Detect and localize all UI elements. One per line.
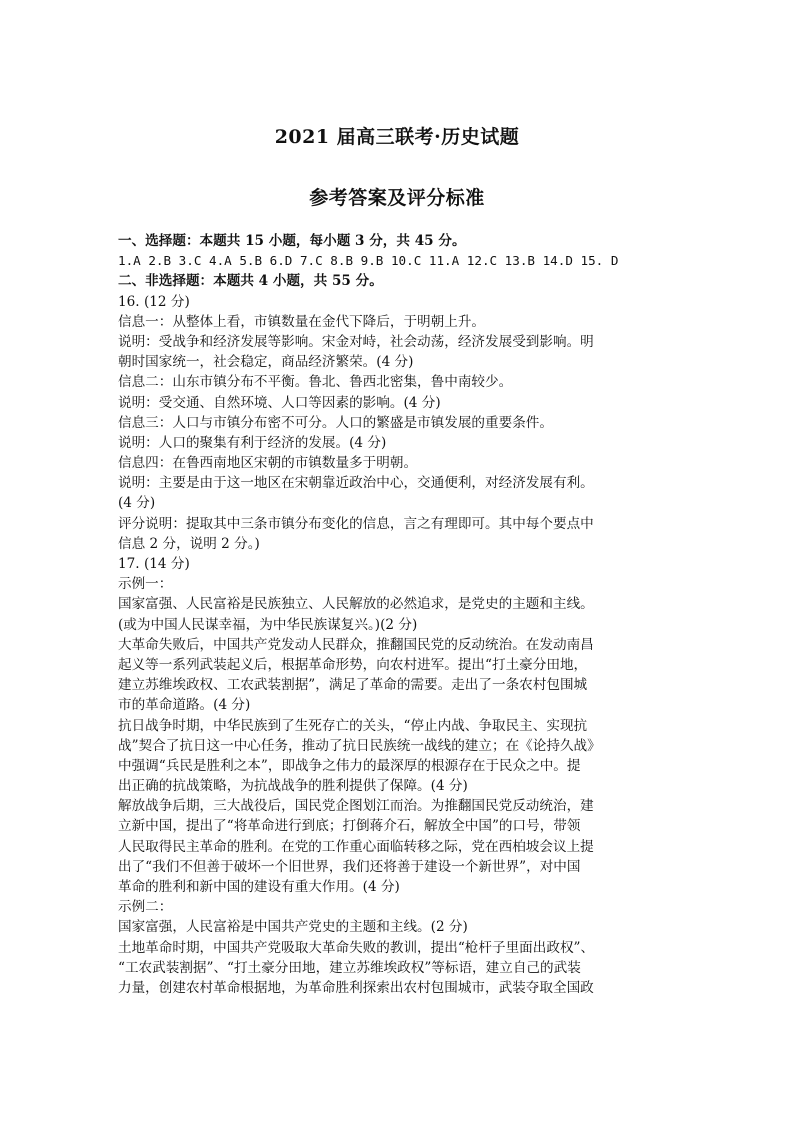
text-line: 起义等一系列武装起义后，根据革命形势，向农村进军。提出“打土豪分田地， [118,656,588,673]
text-line: 信息一：从整体上看，市镇数量在金代下降后，于明朝上升。 [118,313,486,330]
text-line: 力量，创建农村革命根据地，为革命胜利探索出农村包围城市，武装夺取全国政 [118,979,594,996]
text-line: 一、选择题：本题共 15 小题，每小题 3 分，共 45 分。 [118,233,466,249]
text-line: 出了“我们不但善于破坏一个旧世界，我们还将善于建设一个新世界”，对中国 [118,858,581,875]
text-line: 17. (14 分) [118,556,190,572]
text-line: 土地革命时期，中国共产党吸取大革命失败的教训，提出“枪杆子里面出政权”、 [118,939,595,956]
text-line: 大革命失败后，中国共产党发动人民群众，推翻国民党的反动统治。在发动南昌 [118,636,594,653]
text-line: 1.A 2.B 3.C 4.A 5.B 6.D 7.C 8.B 9.B 10.C 11.A 12.C 13.B 14.D 15. D [118,253,619,269]
text-line: 示例二： [118,899,173,916]
text-line: 中强调“兵民是胜利之本”，即战争之伟力的最深厚的根源存在于民众之中。提 [118,757,581,774]
text-line: 建立苏维埃政权、工农武装割据”，满足了革命的需要。走出了一条农村包围城 [118,677,588,694]
text-line: 说明：受战争和经济发展等影响。宋金对峙，社会动荡，经济发展受到影响。明 [118,333,594,350]
text-line: 信息三：人口与市镇分布密不可分。人口的繁盛是市镇发展的重要条件。 [118,414,553,431]
text-line: 信息二：山东市镇分布不平衡。鲁北、鲁西北密集，鲁中南较少。 [118,374,513,391]
text-line: 国家富强、人民富裕是民族独立、人民解放的必然追求，是党史的主题和主线。 [118,596,594,613]
text-line: 二、非选择题：本题共 4 小题，共 55 分。 [118,273,383,290]
text-line: 国家富强，人民富裕是中国共产党史的主题和主线。(2 分) [118,919,468,936]
document-body [118,231,688,998]
text-line: 解放战争后期，三大战役后，国民党企图划江而治。为推翻国民党反动统治，建 [118,798,594,815]
text-line: 信息 2 分，说明 2 分。) [118,535,260,552]
text-line: 立新中国，提出了“将革命进行到底；打倒蒋介石，解放全中国”的口号，带领 [118,818,581,835]
text-line: 说明：主要是由于这一地区在宋朝靠近政治中心，交通便利，对经济发展有利。 [118,475,594,492]
text-line: 人民取得民主革命的胜利。在党的工作重心面临转移之际，党在西柏坡会议上提 [118,838,594,855]
text-line: 市的革命道路。(4 分) [118,697,251,714]
text-line: 说明：人口的聚集有利于经济的发展。(4 分) [118,434,387,451]
text-line: 评分说明：提取其中三条市镇分布变化的信息，言之有理即可。其中每个要点中 [118,515,594,532]
document-title: 2021 届高三联考·历史试题 [274,126,520,148]
text-line: 示例一： [118,576,173,593]
text-line: 朝时国家统一，社会稳定，商品经济繁荣。(4 分) [118,354,414,371]
text-line: 革命的胜利和新中国的建设有重大作用。(4 分) [118,879,400,895]
text-line: 出正确的抗战策略，为抗战战争的胜利提供了保障。(4 分) [118,778,468,795]
text-line: 抗日战争时期，中华民族到了生死存亡的关头，“停止内战、争取民主、实现抗 [118,717,588,734]
text-line: 信息四：在鲁西南地区宋朝的市镇数量多于明朝。 [118,455,418,472]
text-line: 16. (12 分) [118,293,190,310]
text-line: 说明：受交通、自然环境、人口等因素的影响。(4 分) [118,394,441,411]
text-line: (或为中国人民谋幸福，为中华民族谋复兴。)(2 分) [118,616,418,633]
text-line: 战”契合了抗日这一中心任务，推动了抗日民族统一战线的建立；在《论持久战》 [118,737,601,754]
document-subtitle: 参考答案及评分标准 [309,187,485,209]
text-line: (4 分) [118,495,156,512]
text-line: “工农武装割据”、“打土豪分田地，建立苏维埃政权”等标语，建立自己的武装 [118,959,581,976]
